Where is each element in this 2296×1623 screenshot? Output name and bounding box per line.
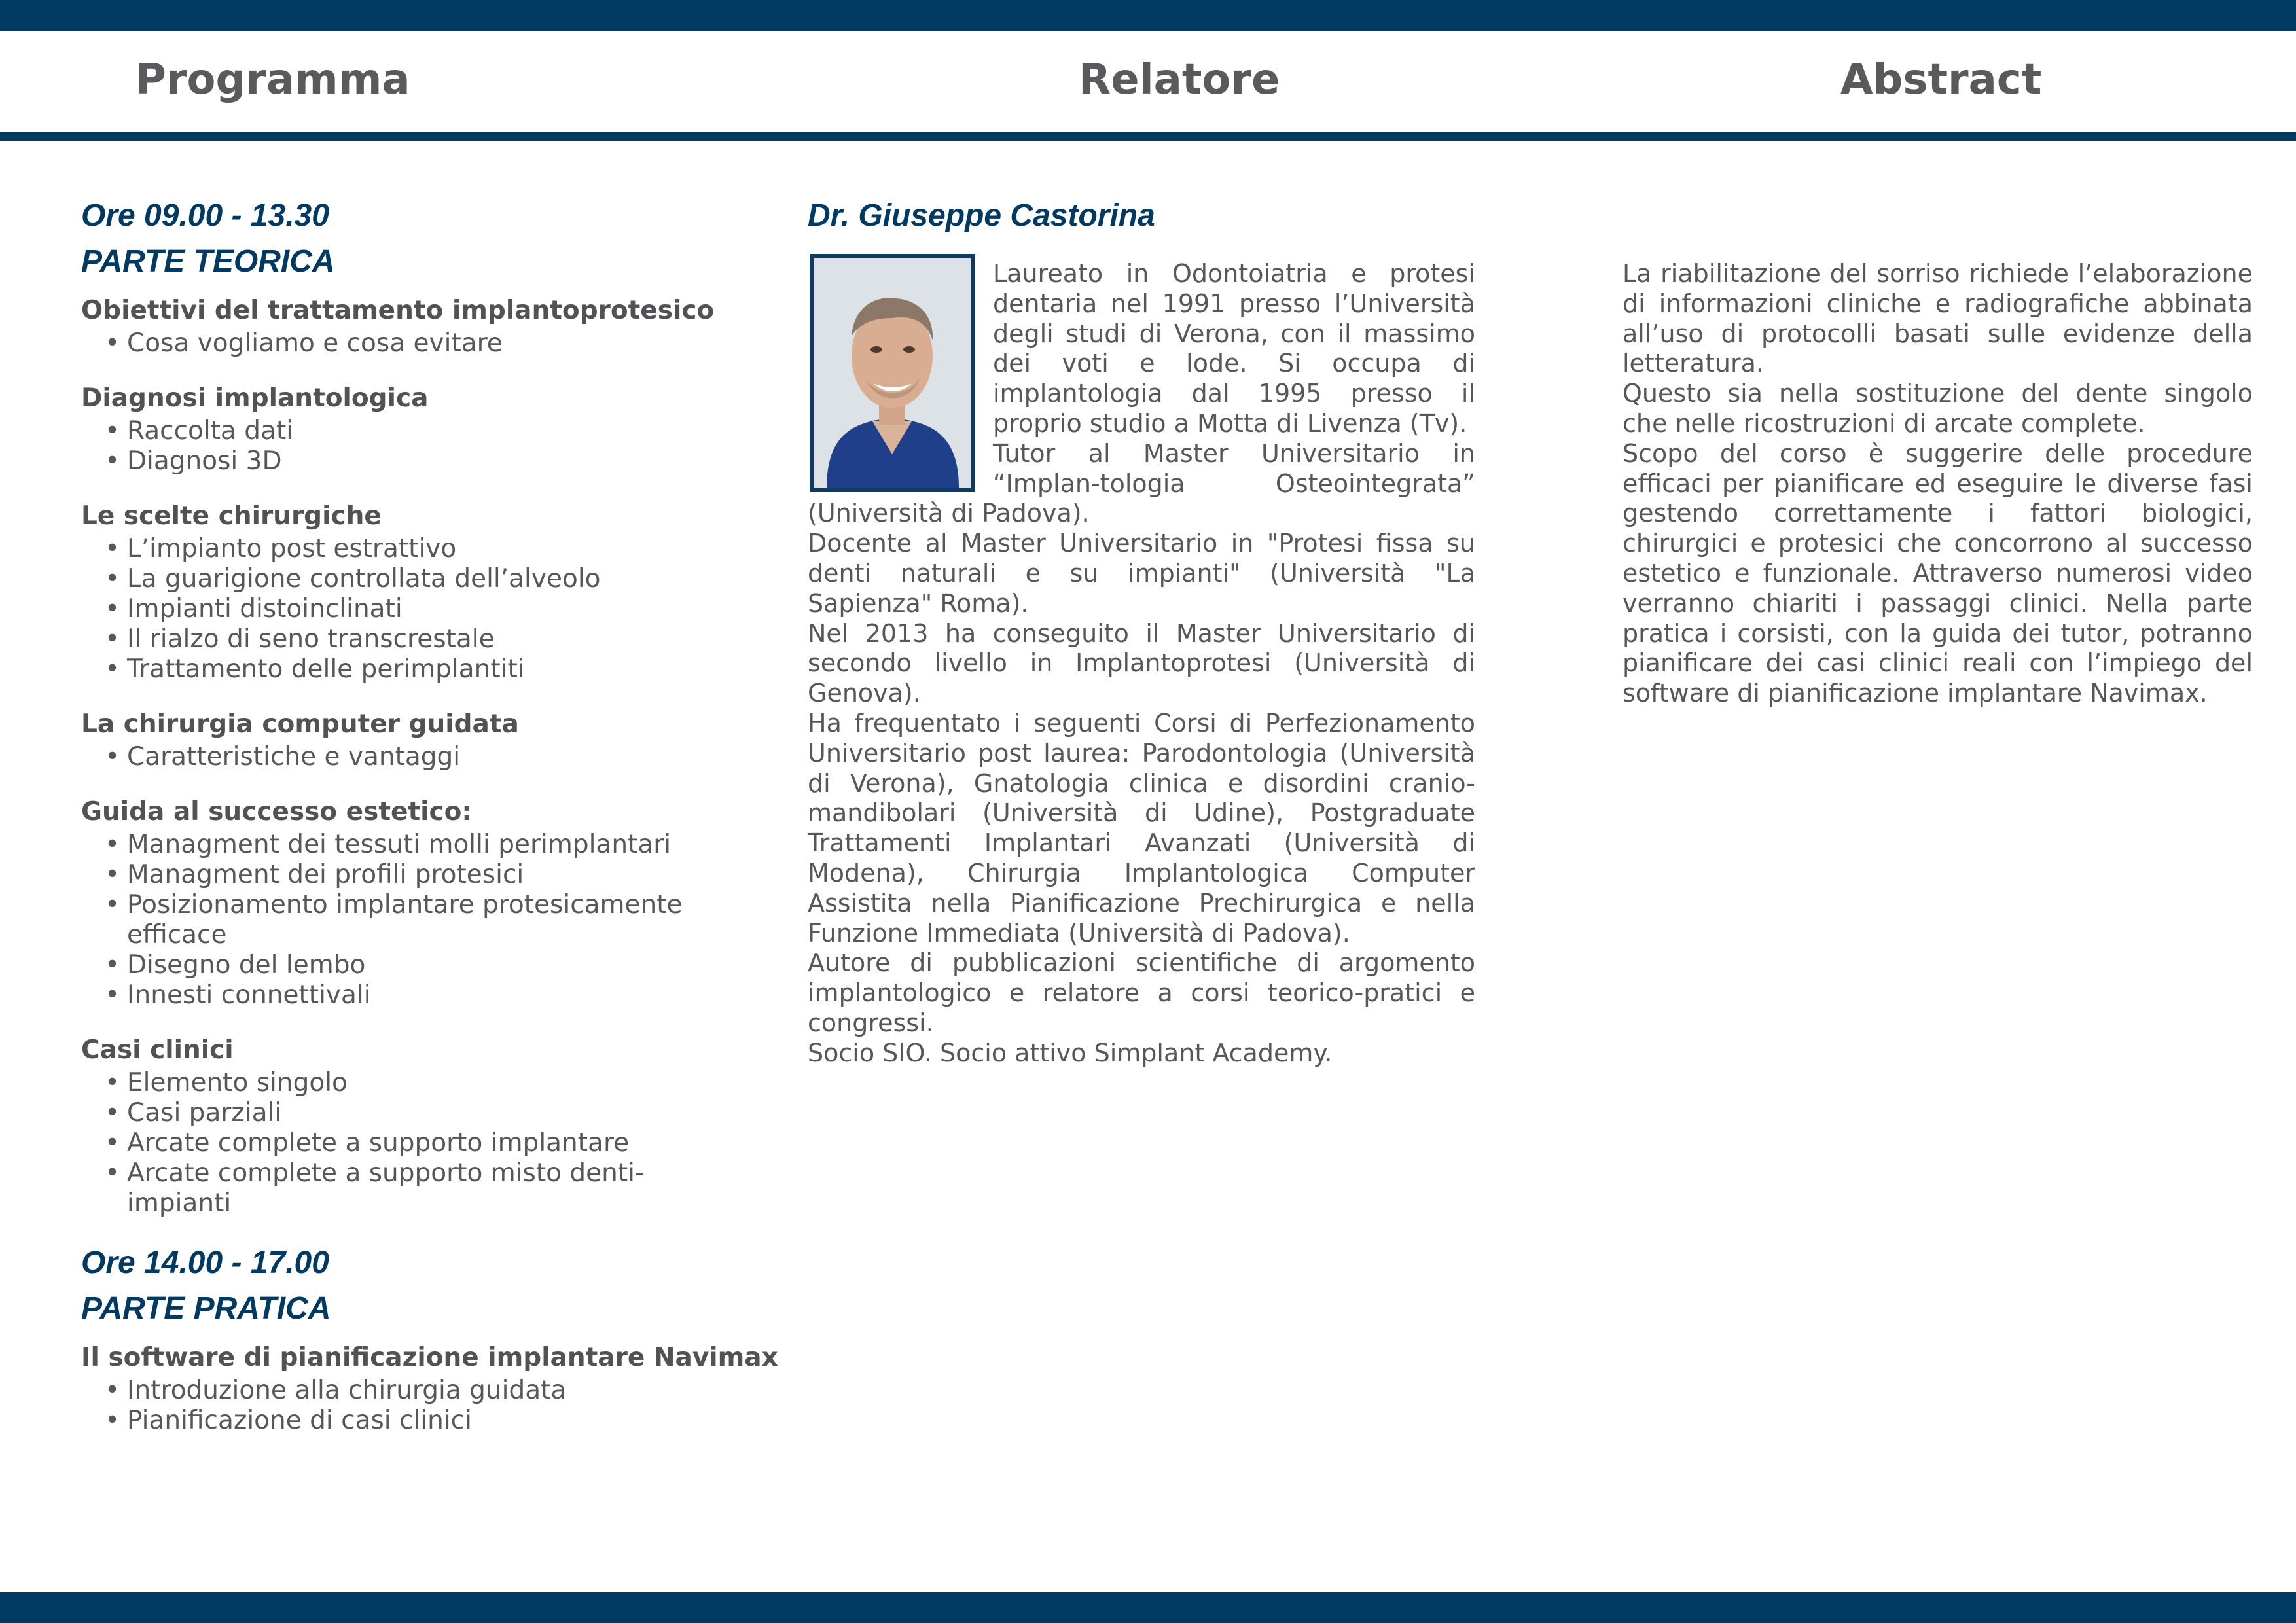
list-item [105,742,749,772]
bullet-list [81,329,749,359]
section-title: Obiettivi del trattamento implantoprotesico [81,296,715,325]
list-item-text: Managment dei tessuti molli perimplantari [127,830,672,859]
header-relatore: Relatore [1079,56,1280,104]
bullet-icon: • [105,564,120,594]
bullet-list [81,1068,749,1219]
column-header [0,31,2296,132]
program-section [81,383,749,476]
bullet-icon: • [105,860,120,889]
list-item [105,416,749,446]
bullet-icon: • [105,1376,120,1405]
afternoon-time: Ore 14.00 - 17.00 [81,1245,329,1280]
list-item [105,534,749,564]
bullet-icon: • [105,830,120,859]
relatore-column [808,196,1475,1069]
section-title: La chirurgia computer guidata [81,709,519,739]
bullet-icon: • [105,1128,120,1158]
list-item-text: Arcate complete a supporto misto denti- [127,1158,645,1188]
bottom-band [0,1592,2296,1623]
bio-paragraph: Ha frequentato i seguenti Corsi di Perfezionamento Universitario post laurea: Parodontologia (Università di Verona), Gnatologia clinica e disordini cranio-mandibolari (Università di Udine), Postgraduate Trattamenti Implantari Avanzati (Università di Modena), Chirurgia Implantologica Computer Assistita nella Pianificazione Prechirurgica e nella Funzione Immediata (Università di Padova). [808,708,1475,948]
list-item-text: Elemento singolo [127,1068,348,1097]
list-item [105,1098,749,1128]
list-item-text: Disegno del lembo [127,950,366,980]
bullet-icon: • [105,1158,120,1188]
list-item [105,1376,749,1406]
morning-sections [81,296,749,1219]
section-title: Il software di pianificazione implantare Navimax [81,1343,778,1372]
speaker-name: Dr. Giuseppe Castorina [808,198,1155,233]
bio-paragraph: Docente al Master Universitario in "Protesi fissa su denti naturali e su impianti" (Università "La Sapienza" Roma). [808,529,1475,618]
list-item-text: Managment dei profili protesici [127,860,524,889]
bullet-list [81,416,749,476]
list-item-text: Trattamento delle perimplantiti [127,654,525,684]
list-item-text: efficace [127,920,227,950]
list-item-text: Diagnosi 3D [127,446,282,476]
list-item [127,1188,749,1219]
bullet-icon: • [105,980,120,1010]
abstract-paragraph: Questo sia nella sostituzione del dente singolo che nelle ricostruzioni di arcate complete. [1623,379,2253,438]
list-item [105,1158,749,1188]
program-section [81,797,749,1010]
bullet-list [81,742,749,772]
list-item-text: Cosa vogliamo e cosa evitare [127,329,503,358]
list-item-text: Introduzione alla chirurgia guidata [127,1376,567,1405]
section-title: Guida al successo estetico: [81,797,472,827]
list-item [105,1068,749,1098]
bio-paragraph: Nel 2013 ha conseguito il Master Universitario di secondo livello in Implantoprotesi (Università di Genova). [808,618,1475,708]
list-item-text: La guarigione controllata dell’alveolo [127,564,601,594]
list-item [105,446,749,476]
speaker-bio [808,236,1475,1069]
list-item-text: Arcate complete a supporto implantare [127,1128,630,1158]
bullet-icon: • [105,1098,120,1128]
bullet-icon: • [105,624,120,654]
bio-paragraph: Laureato in Odontoiatria e protesi dentaria nel 1991 presso l’Università degli studi di Verona, con il massimo dei voti e lode. Si occupa di implantologia dal 1995 presso il proprio studio a Motta di Livenza (Tv). [993,259,1475,438]
section-title: Le scelte chirurgiche [81,501,382,531]
list-item-text: L’impianto post estrattivo [127,534,457,563]
abstract-column [1623,196,2253,709]
bullet-icon: • [105,742,120,772]
afternoon-part: PARTE PRATICA [81,1291,331,1326]
program-section [81,501,749,685]
header-abstract: Abstract [1840,56,2042,104]
morning-part: PARTE TEORICA [81,244,335,279]
header-programma: Programma [135,56,410,104]
list-item-text: Pianificazione di casi clinici [127,1406,472,1435]
bullet-icon: • [105,950,120,980]
bio-paragraph: Tutor al Master Universitario in “Implan-tologia Osteointegrata” (Università di Padova). [808,438,1475,528]
list-item [105,1128,749,1158]
top-band [0,0,2296,31]
list-item [105,564,749,594]
list-item-text: Raccolta dati [127,416,294,446]
bio-paragraph: Autore di pubblicazioni scientifiche di argomento implantologico e relatore a corsi teorico-pratici e congressi. [808,948,1475,1037]
bullet-icon: • [105,654,120,684]
abstract-paragraph: La riabilitazione del sorriso richiede l’elaborazione di informazioni cliniche e radiografiche abbinata all’uso di protocolli basati sulle evidenze della letteratura. [1623,259,2253,378]
list-item-text: Innesti connettivali [127,980,371,1010]
program-section [81,1343,778,1436]
list-item [105,830,749,860]
header-rule [0,132,2296,141]
bullet-icon: • [105,890,120,919]
list-item [105,1406,749,1436]
abstract-paragraph: Scopo del corso è suggerire delle procedure efficaci per pianificare ed eseguire le diverse fasi gestendo correttamente i fattori biologici, chirurgici e protesici che concorrono al successo estetico e funzionale. Attraverso numerosi video verranno chiariti i passaggi clinici. Nella parte pratica i corsisti, con la guida dei tutor, potranno pianificare dei casi clinici reali con l’impiego del software di pianificazione implantare Navimax. [1623,438,2253,708]
list-item [105,950,749,980]
list-item-text: Casi parziali [127,1098,282,1128]
bullet-icon: • [105,416,120,446]
bullet-icon: • [105,1406,120,1435]
program-section [81,296,749,359]
list-item-text: Impianti distoinclinati [127,594,403,624]
list-item [105,980,749,1010]
programma-column [81,196,778,1461]
bullet-icon: • [105,534,120,563]
bullet-list [81,1376,749,1436]
list-item [105,624,749,654]
section-title: Casi clinici [81,1035,234,1065]
list-item-text: Caratteristiche e vantaggi [127,742,461,772]
bullet-icon: • [105,1068,120,1097]
list-item-text: impianti [127,1188,232,1218]
list-item [105,860,749,890]
list-item [105,329,749,359]
bullet-icon: • [105,329,120,358]
bullet-list [81,534,749,685]
list-item [105,890,749,920]
list-item [127,920,749,950]
list-item-text: Posizionamento implantare protesicamente [127,890,683,919]
list-item [105,594,749,624]
morning-time: Ore 09.00 - 13.30 [81,198,329,233]
bullet-icon: • [105,446,120,476]
program-section [81,709,749,772]
afternoon-sections [81,1343,778,1436]
list-item [105,654,749,685]
speaker-photo [810,254,975,492]
program-section [81,1035,749,1219]
speaker-portrait-icon [814,258,971,488]
bullet-icon: • [105,594,120,624]
list-item-text: Il rialzo di seno transcrestale [127,624,495,654]
bio-paragraph: Socio SIO. Socio attivo Simplant Academy. [808,1038,1333,1067]
bullet-list [81,830,749,1010]
abstract-text [1623,196,2253,709]
section-title: Diagnosi implantologica [81,383,429,413]
